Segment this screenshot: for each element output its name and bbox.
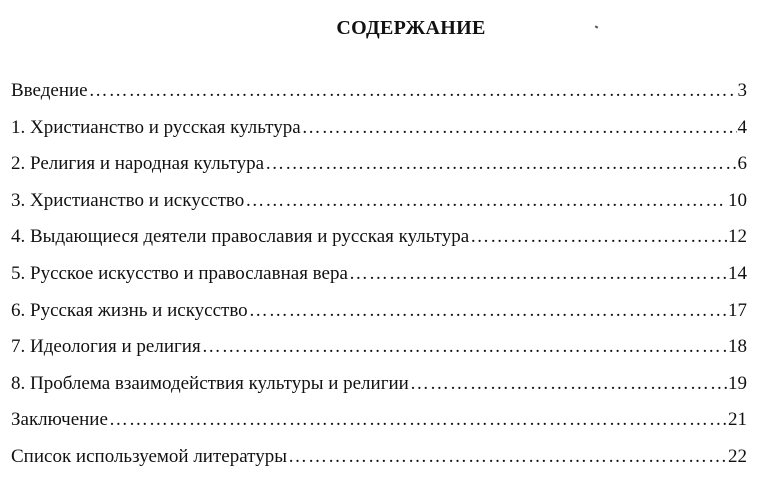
toc-leader-dots [410, 373, 727, 395]
toc-entry [11, 117, 747, 154]
toc-entry-label: 1. Христианство и русская культура [11, 116, 301, 138]
toc-entry [11, 226, 747, 263]
toc-entry-page: 19 [728, 372, 747, 394]
toc-entry-label: 3. Христианство и искусство [11, 189, 245, 211]
toc-entry [11, 446, 747, 483]
toc-entry-page: 6 [737, 153, 747, 175]
page-title: СОДЕРЖАНИЕ [336, 17, 486, 39]
toc-entry-label: 2. Религия и народная культура [11, 153, 265, 175]
toc-entry-page: 10 [728, 189, 747, 211]
toc-leader-dots [349, 263, 727, 285]
toc-leader-dots [302, 117, 737, 139]
toc-entry-label: Список используемой литературы [11, 445, 287, 467]
toc-entry [11, 300, 747, 337]
toc-leader-dots [202, 336, 727, 358]
toc-entry [11, 409, 747, 446]
toc-entry-page: 3 [737, 80, 747, 101]
toc-entry-label: Введение [11, 80, 88, 101]
toc-entry-label: 6. Русская жизнь и искусство [11, 299, 248, 321]
toc-entry-page: 14 [728, 262, 747, 284]
toc-entry [11, 80, 747, 117]
toc-leader-dots [265, 153, 736, 175]
toc-entry [11, 373, 747, 410]
toc-entry-label: 7. Идеология и религия [11, 336, 201, 358]
toc-leader-dots [470, 226, 727, 248]
toc-leader-dots [288, 446, 727, 468]
toc-leader-dots [245, 190, 727, 212]
table-of-contents [11, 80, 747, 483]
toc-entry-label: Заключение [11, 409, 108, 431]
toc-entry-label: 8. Проблема взаимодействия культуры и религии [11, 372, 409, 394]
toc-entry-page: 22 [728, 445, 747, 467]
toc-entry [11, 336, 747, 373]
toc-entry [11, 190, 747, 227]
toc-entry-page: 4 [737, 116, 747, 138]
toc-entry-label: 5. Русское искусство и православная вера [11, 262, 348, 284]
toc-entry [11, 153, 747, 190]
toc-entry-page: 12 [728, 226, 747, 248]
toc-leader-dots [249, 300, 727, 322]
toc-entry-page: 18 [728, 336, 747, 358]
toc-entry [11, 263, 747, 300]
toc-leader-dots [109, 409, 727, 431]
toc-entry-page: 17 [728, 299, 747, 321]
toc-entry-page: 21 [728, 409, 747, 431]
toc-entry-label: 4. Выдающиеся деятели православия и русская культура [11, 226, 470, 248]
toc-leader-dots [89, 80, 737, 102]
